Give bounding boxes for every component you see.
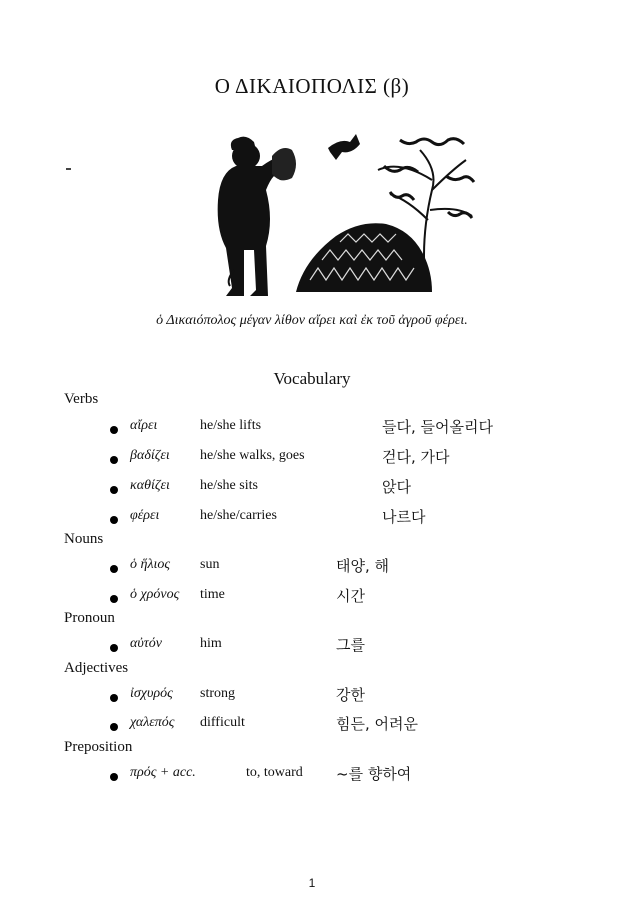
greek-word: χαλεπός [130, 715, 175, 730]
bullet-icon [110, 644, 118, 652]
english-gloss: difficult [200, 715, 245, 730]
bullet-icon [110, 595, 118, 603]
english-gloss: he/she/carries [200, 508, 277, 523]
korean-gloss: 나르다 [382, 508, 426, 526]
korean-gloss: 앉다 [382, 478, 411, 496]
vocab-row [110, 765, 540, 789]
english-gloss: him [200, 636, 222, 651]
greek-word: βαδίζει [130, 448, 170, 463]
bullet-icon [110, 516, 118, 524]
english-gloss: sun [200, 557, 220, 572]
bird-figure [328, 134, 360, 160]
vocabulary-heading: Vocabulary [273, 369, 351, 388]
verbs-heading: Verbs [64, 391, 99, 407]
korean-gloss: 시간 [336, 587, 365, 605]
dikaiopolis-illustration [60, 120, 480, 310]
korean-gloss: 강한 [336, 686, 365, 704]
vocab-row [110, 478, 540, 502]
english-gloss: strong [200, 686, 235, 701]
greek-word: καθίζει [130, 478, 170, 493]
page-number: 1 [308, 876, 316, 890]
vocab-row [110, 636, 540, 660]
korean-gloss: 들다, 들어올리다 [382, 418, 493, 436]
vocab-row [110, 715, 540, 739]
greek-word: αὐτόν [130, 636, 162, 651]
greek-word: ἰσχυρός [130, 686, 173, 701]
bullet-icon [110, 723, 118, 731]
bullet-icon [110, 773, 118, 781]
english-gloss: time [200, 587, 225, 602]
vocab-row [110, 587, 540, 611]
illustration-caption: ὁ Δικαιόπολος μέγαν λίθον αἴρει καὶ ἐκ τοῦ ἀγροῦ φέρει. [156, 313, 468, 328]
preposition-heading: Preposition [64, 739, 133, 755]
greek-word: πρός + acc. [130, 765, 196, 780]
korean-gloss: 태양, 해 [336, 557, 390, 575]
greek-word: ὁ ἥλιος [130, 557, 171, 572]
bullet-icon [110, 694, 118, 702]
nouns-heading: Nouns [64, 531, 104, 547]
pronoun-heading: Pronoun [64, 610, 115, 626]
korean-gloss: ~를 향하여 [336, 765, 412, 783]
man-figure [218, 137, 296, 296]
bullet-icon [110, 456, 118, 464]
adjectives-heading: Adjectives [64, 660, 129, 676]
vocab-row [110, 557, 540, 581]
english-gloss: he/she walks, goes [200, 448, 305, 463]
korean-gloss: 걷다, 가다 [382, 448, 450, 466]
greek-word: ὁ χρόνος [130, 587, 180, 602]
page-title: Ο ΔΙΚΑΙΟΠΟΛΙΣ (β) [214, 74, 410, 98]
english-gloss: he/she sits [200, 478, 258, 493]
english-gloss: he/she lifts [200, 418, 262, 433]
bullet-icon [110, 565, 118, 573]
korean-gloss: 힘든, 어려운 [336, 715, 418, 733]
korean-gloss: 그를 [336, 636, 365, 654]
english-gloss: to, toward [246, 765, 303, 780]
vocab-row [110, 508, 540, 532]
greek-word: φέρει [130, 508, 160, 523]
vocab-row [110, 448, 540, 472]
greek-word: αἴρει [130, 418, 158, 433]
bullet-icon [110, 426, 118, 434]
bullet-icon [110, 486, 118, 494]
vocab-row [110, 418, 540, 442]
vocab-row [110, 686, 540, 710]
